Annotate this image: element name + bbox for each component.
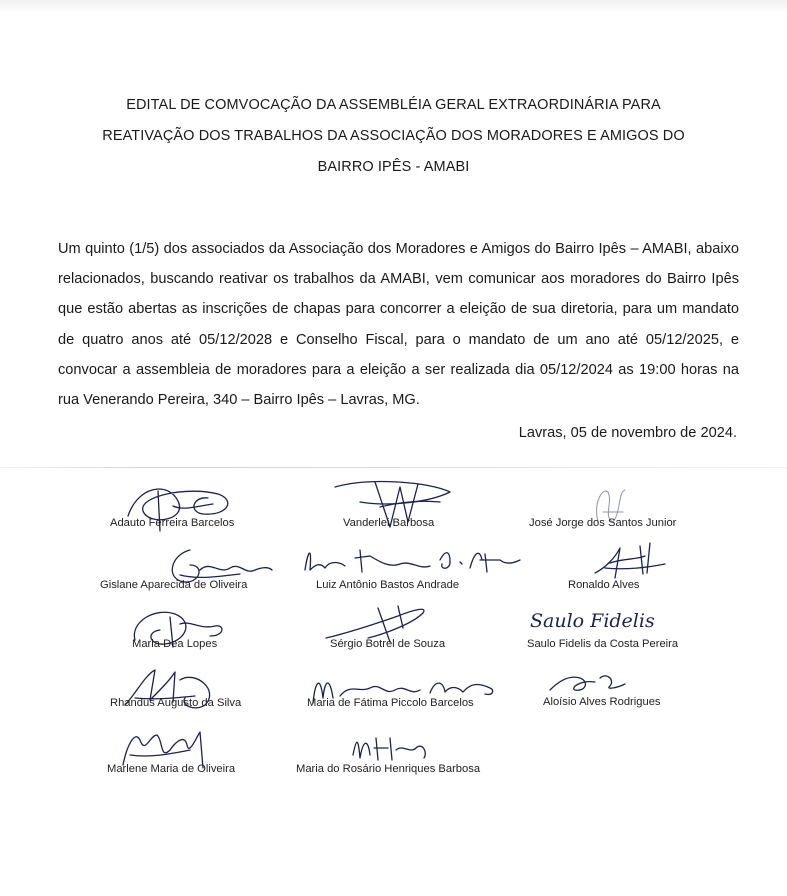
paper-fold-line bbox=[0, 467, 787, 468]
paper-top-edge bbox=[0, 0, 787, 14]
signatory-name: José Jorge dos Santos Junior bbox=[529, 517, 677, 529]
document-title-line-1: EDITAL DE COMVOCAÇÃO DA ASSEMBLÉIA GERAL EXTRAORDINÁRIA PARA bbox=[126, 97, 661, 113]
signature-maria-do-rosario bbox=[348, 730, 438, 765]
signature-luiz-antonio bbox=[300, 540, 525, 580]
signature-ronaldo bbox=[585, 538, 675, 583]
signatory-name: Vanderlei Barbosa bbox=[343, 517, 435, 529]
signatory-name: Sérgio Botrel de Souza bbox=[330, 638, 446, 650]
signatory-name: Adauto Ferreira Barcelos bbox=[110, 517, 235, 529]
signature-aloisio bbox=[545, 660, 635, 700]
signatory-name: Maria de Fátima Piccolo Barcelos bbox=[307, 697, 474, 709]
signatory-name: Ronaldo Alves bbox=[568, 579, 640, 591]
signatory-name: Maria do Rosário Henriques Barbosa bbox=[296, 763, 481, 775]
signatory-name: Maria Dea Lopes bbox=[132, 638, 218, 650]
signatory-name: Gislane Aparecida de Oliveira bbox=[100, 579, 248, 591]
signature-handwriting-text: Saulo Fidelis bbox=[530, 610, 655, 632]
signatory-name: Marlene Maria de Oliveira bbox=[107, 763, 236, 775]
document-body-paragraph: Um quinto (1/5) dos associados da Associação dos Moradores e Amigos do Bairro Ipês – AMABI, abaixo relacionados, buscando reativar os trabalhos da AMABI, vem comunicar aos moradores do Bairro Ipês que estão abertas as inscrições de chapas para concorrer a eleição de sua diretoria, para um mandato de quatro anos até 05/12/2028 e Conselho Fiscal, para o mandato de um ano até 05/12/2025, e convocar a assembleia de moradores para a eleição a ser realizada dia 05/12/2024 as 19:00 horas na rua Venerando Pereira, 340 – Bairro Ipês – Lavras, MG. bbox=[58, 241, 739, 409]
document-date-line: Lavras, 05 de novembro de 2024. bbox=[518, 425, 737, 441]
signature-saulo bbox=[528, 600, 718, 635]
signatory-name: Saulo Fidelis da Costa Pereira bbox=[527, 638, 679, 650]
document-title-line-3: BAIRRO IPÊS - AMABI bbox=[317, 159, 470, 175]
document-title-line-2: REATIVAÇÃO DOS TRABALHOS DA ASSOCIAÇÃO DOS MORADORES E AMIGOS DO bbox=[102, 128, 685, 144]
signatory-name: Rhandus Augusto da Silva bbox=[110, 697, 242, 709]
signatory-name: Aloísio Alves Rodrigues bbox=[543, 696, 661, 708]
signatory-name: Luiz Antônio Bastos Andrade bbox=[316, 579, 460, 591]
